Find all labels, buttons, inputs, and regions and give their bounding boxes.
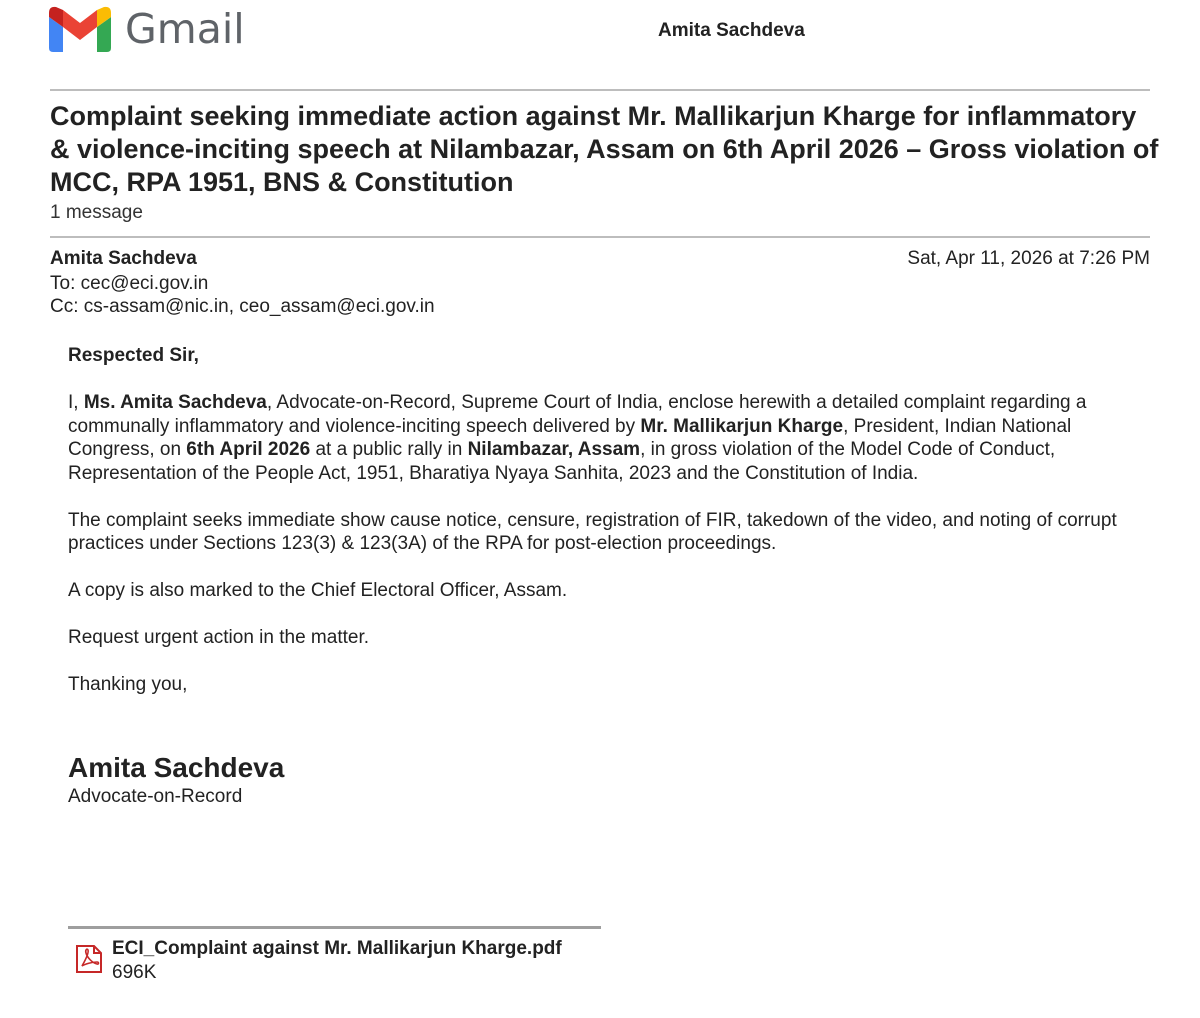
message-body <box>68 344 1148 720</box>
gmail-wordmark: Gmail <box>125 5 245 53</box>
to-recipients: To: cec@eci.gov.in <box>50 273 209 294</box>
cc-recipients: Cc: cs-assam@nic.in, ceo_assam@eci.gov.in <box>50 296 435 317</box>
body-paragraph: The complaint seeks immediate show cause notice, censure, registration of FIR, takedown of the video, and noting of corrupt practices under Sections 123(3) & 123(3A) of the RPA for post-election proceedings. <box>68 509 1117 554</box>
account-name: Amita Sachdeva <box>658 20 805 41</box>
divider <box>50 89 1150 91</box>
body-paragraph: I, Ms. Amita Sachdeva, Advocate-on-Record, Supreme Court of India, enclose herewith a detailed complaint regarding a communally inflammatory and violence-inciting speech delivered by Mr. Mallikarjun Kharge, President, Indian National Congress, on 6th April 2026 at a public rally in Nilambazar, Assam, in gross violation of the Model Code of Conduct, Representation of the People Act, 1951, Bharatiya Nyaya Sanhita, 2023 and the Constitution of India. <box>68 392 1087 484</box>
body-paragraph: Request urgent action in the matter. <box>68 627 370 648</box>
gmail-logo <box>49 6 245 52</box>
attachment-filename[interactable]: ECI_Complaint against Mr. Mallikarjun Kharge.pdf <box>112 938 562 959</box>
signature-name: Amita Sachdeva <box>68 752 285 783</box>
attachment-size: 696K <box>112 962 157 983</box>
closing: Thanking you, <box>68 674 188 695</box>
attachment-divider <box>68 926 601 929</box>
email-subject: Complaint seeking immediate action against Mr. Mallikarjun Kharge for inflammatory & violence-inciting speech at Nilambazar, Assam on 6th April 2026 – Gross violation of MCC, RPA 1951, BNS & Constitution <box>50 101 1159 197</box>
body-paragraph: A copy is also marked to the Chief Electoral Officer, Assam. <box>68 580 568 601</box>
gmail-m-icon <box>49 6 111 52</box>
signature-title: Advocate-on-Record <box>68 786 243 807</box>
message-count: 1 message <box>50 202 143 223</box>
sender-name: Amita Sachdeva <box>50 248 197 269</box>
header <box>0 0 1200 70</box>
divider <box>50 236 1150 238</box>
greeting: Respected Sir, <box>68 345 199 366</box>
message-date: Sat, Apr 11, 2026 at 7:26 PM <box>907 248 1150 269</box>
pdf-icon[interactable] <box>76 945 102 978</box>
